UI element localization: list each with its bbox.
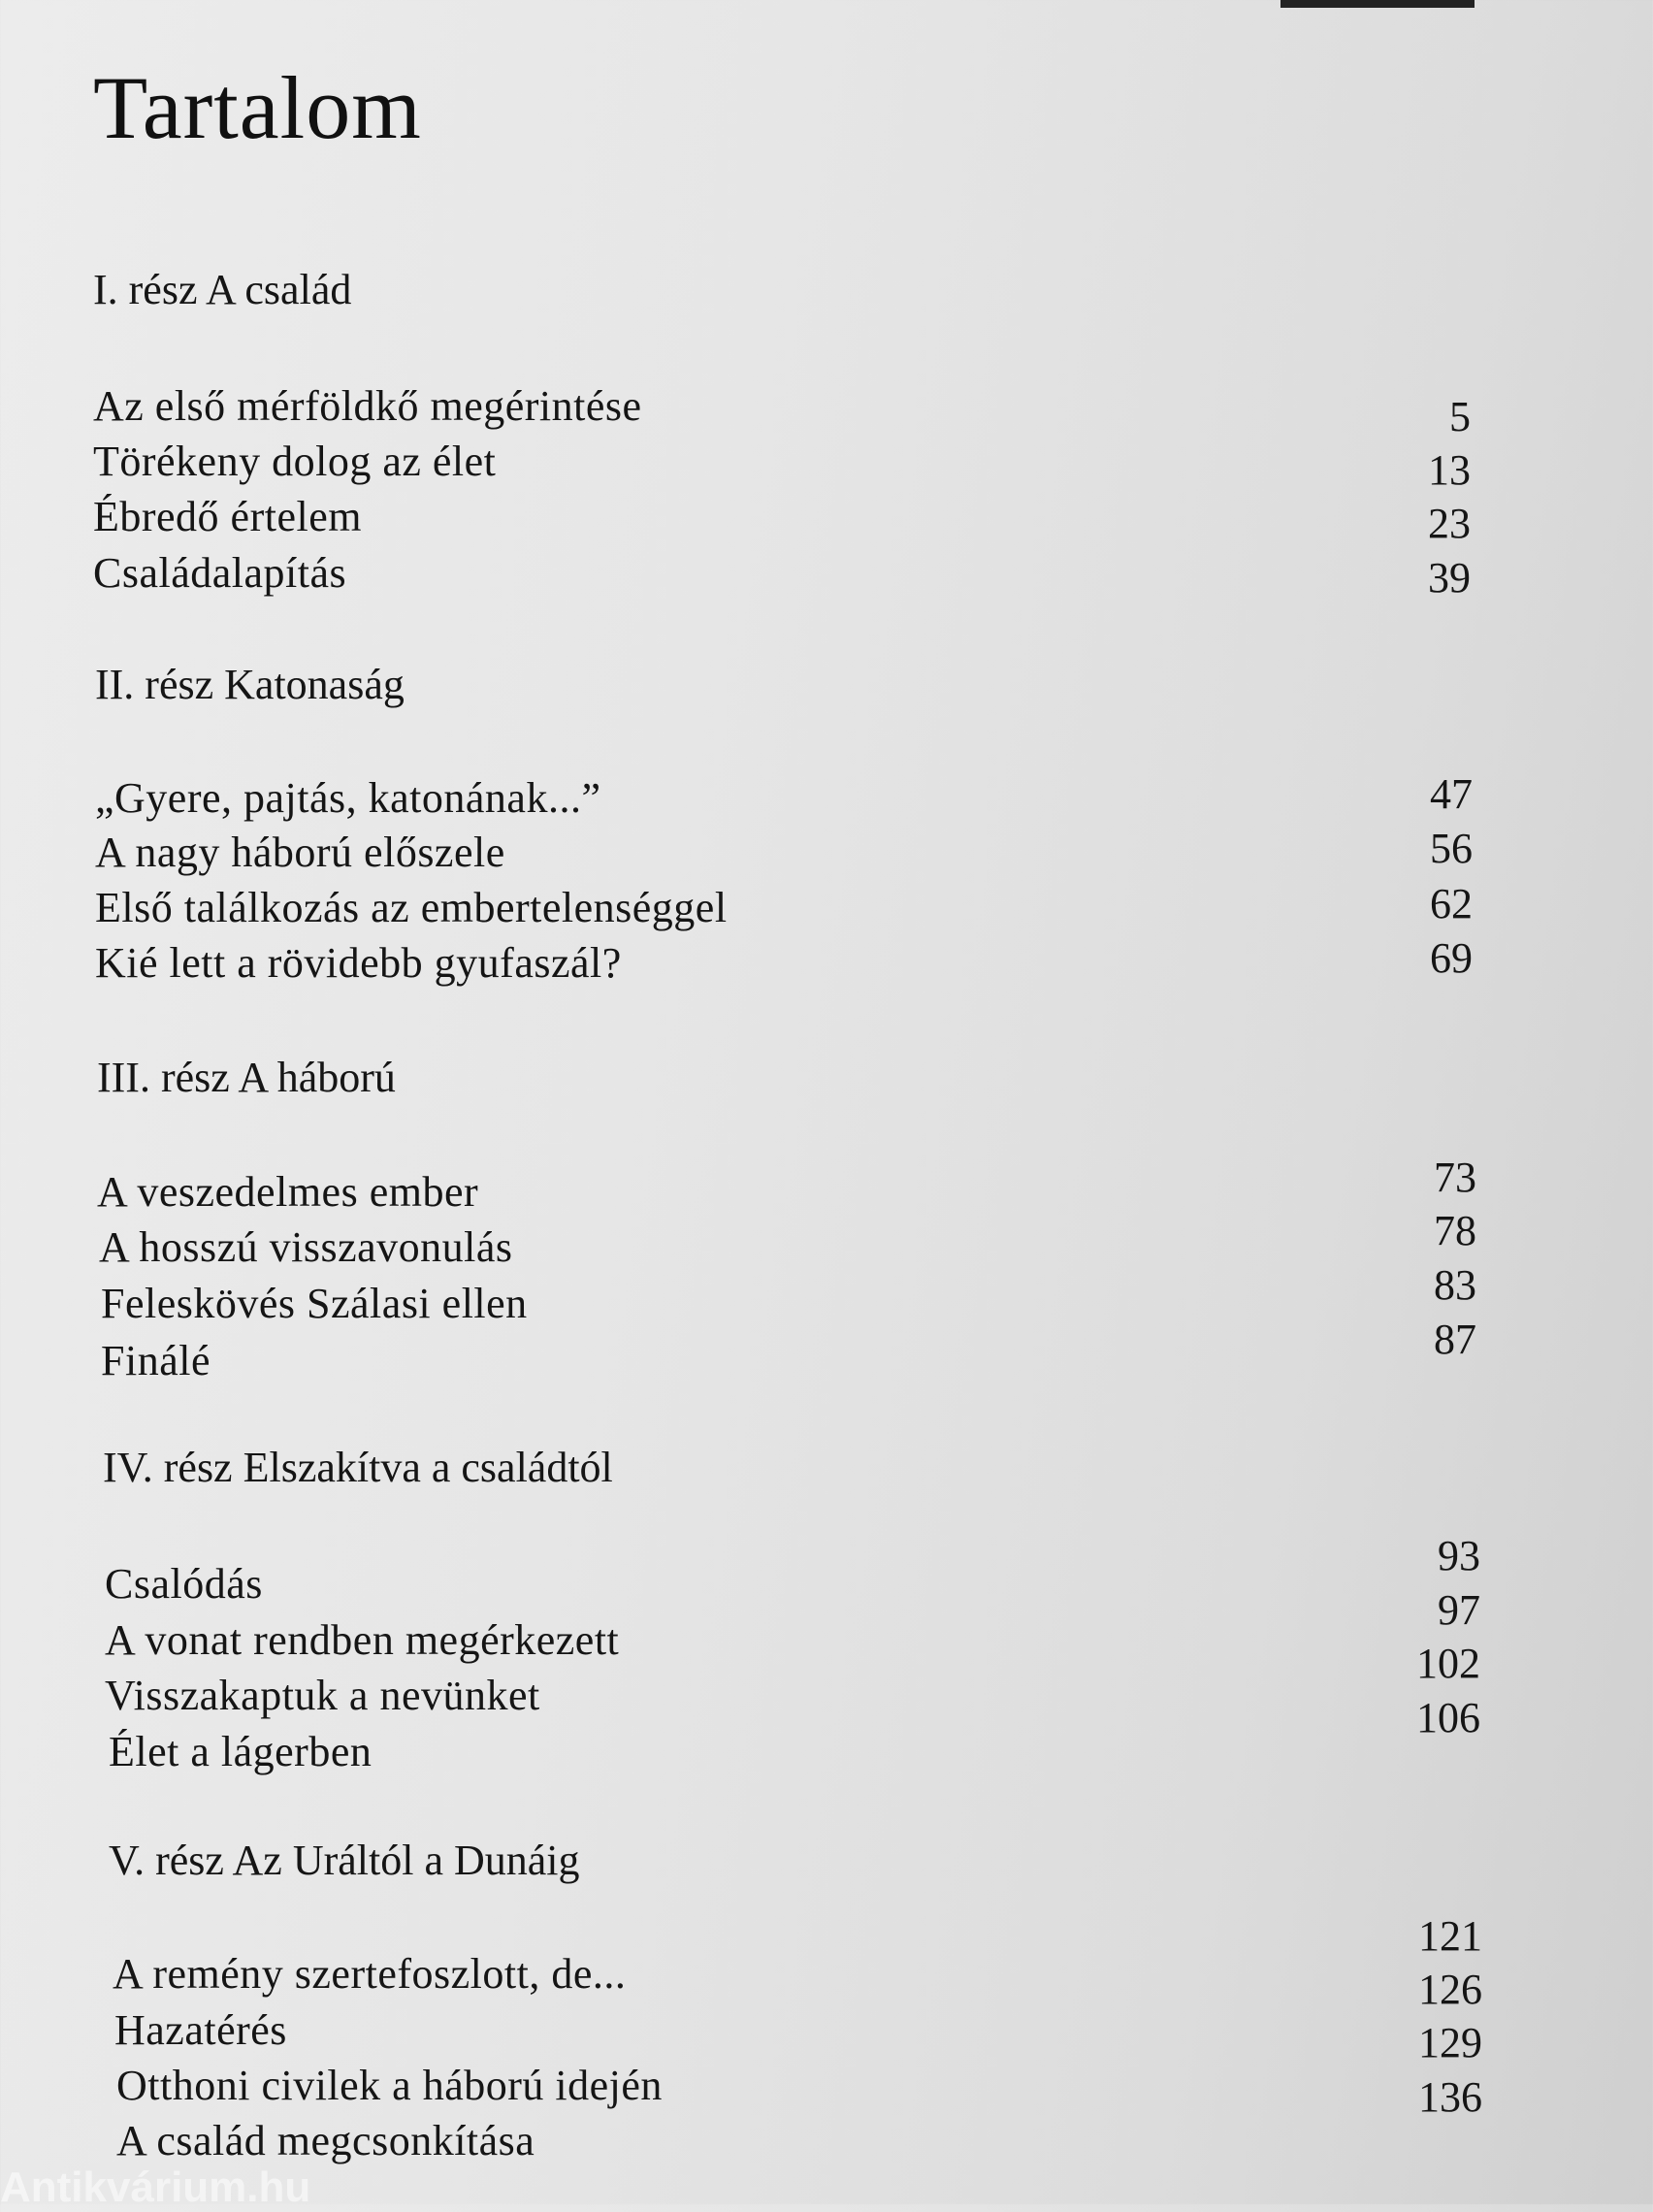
toc-entry: Az első mérföldkő megérintése bbox=[93, 382, 642, 430]
page-number: 83 bbox=[1434, 1261, 1476, 1309]
page-number: 129 bbox=[1418, 2019, 1482, 2066]
page-number: 87 bbox=[1434, 1316, 1476, 1363]
toc-entry: Első találkozás az embertelenséggel bbox=[95, 884, 728, 931]
toc-entry: Hazatérés bbox=[114, 2006, 287, 2054]
page-number: 136 bbox=[1418, 2073, 1482, 2121]
toc-entry: Családalapítás bbox=[93, 549, 347, 597]
toc-entry: Kié lett a rövidebb gyufaszál? bbox=[95, 939, 622, 987]
toc-entry: A család megcsonkítása bbox=[116, 2117, 535, 2164]
page-number: 97 bbox=[1438, 1586, 1480, 1634]
page-number: 126 bbox=[1418, 1966, 1482, 2013]
page-number: 56 bbox=[1430, 825, 1473, 872]
part-heading: I. rész A család bbox=[93, 266, 352, 313]
toc-entry: A nagy háború előszele bbox=[95, 829, 505, 876]
page-number: 78 bbox=[1434, 1207, 1476, 1254]
page-number: 93 bbox=[1438, 1532, 1480, 1579]
toc-entry: A remény szertefoszlott, de... bbox=[113, 1950, 627, 1998]
toc-entry: A veszedelmes ember bbox=[97, 1168, 479, 1216]
watermark-logo: Antikvárium.hu bbox=[0, 2163, 311, 2211]
top-edge-bar bbox=[1280, 0, 1475, 8]
toc-entry: Otthoni civilek a háború idején bbox=[116, 2062, 663, 2109]
page-number: 73 bbox=[1434, 1154, 1476, 1201]
page-number: 23 bbox=[1428, 500, 1471, 547]
part-heading: II. rész Katonaság bbox=[95, 661, 405, 708]
toc-entry: Élet a lágerben bbox=[109, 1728, 373, 1775]
toc-entry: Csalódás bbox=[105, 1560, 263, 1608]
part-heading: V. rész Az Uráltól a Dunáig bbox=[109, 1837, 580, 1884]
toc-entry: „Gyere, pajtás, katonának...” bbox=[95, 774, 601, 822]
page-number: 47 bbox=[1430, 770, 1473, 818]
toc-entry: Feleskövés Szálasi ellen bbox=[101, 1280, 528, 1327]
page-number: 106 bbox=[1416, 1694, 1480, 1741]
page-number: 13 bbox=[1428, 446, 1471, 494]
page-number: 5 bbox=[1449, 393, 1471, 440]
page-number: 102 bbox=[1416, 1640, 1480, 1687]
toc-entry: Ébredő értelem bbox=[93, 493, 362, 540]
page-number: 62 bbox=[1430, 880, 1473, 927]
page-number: 69 bbox=[1430, 934, 1473, 982]
toc-entry: Törékeny dolog az élet bbox=[93, 438, 497, 485]
toc-entry: Visszakaptuk a nevünket bbox=[105, 1672, 540, 1719]
toc-entry: A hosszú visszavonulás bbox=[99, 1223, 513, 1271]
part-heading: III. rész A háború bbox=[97, 1054, 396, 1101]
page-number: 39 bbox=[1428, 554, 1471, 602]
part-heading: IV. rész Elszakítva a családtól bbox=[103, 1444, 613, 1491]
page-title: Tartalom bbox=[93, 58, 422, 157]
page-number: 121 bbox=[1418, 1912, 1482, 1960]
toc-entry: Finálé bbox=[101, 1337, 211, 1384]
toc-entry: A vonat rendben megérkezett bbox=[105, 1616, 620, 1664]
